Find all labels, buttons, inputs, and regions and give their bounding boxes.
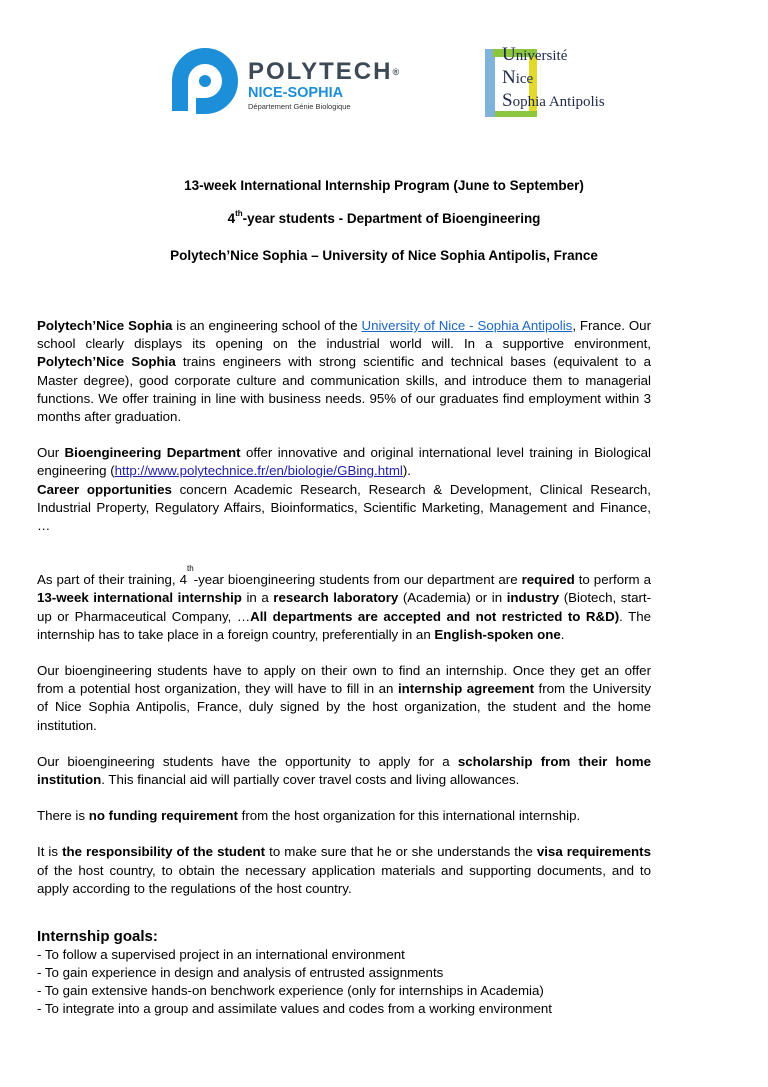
program-title: 13-week International Internship Program (June to September) [184, 178, 584, 193]
career-paragraph: Career opportunities concern Academic Research, Research & Development, Clinical Research, Industrial Property, Regulatory Affairs, Bioinformatics, Scientific Marketing, Management and Finance, … [37, 481, 651, 534]
goal-item: - To follow a supervised project in an international environment [37, 947, 405, 963]
institution-title: Polytech’Nice Sophia – University of Nice Sophia Antipolis, France [170, 248, 598, 263]
application-paragraph: Our bioengineering students have to apply on their own to find an internship. Once they get an offer from a potential host organization, they will have to fill in an internship agreement from the University of Nice Sophia Antipolis, France, duly signed by the host organization, the student and the home institution. [37, 663, 651, 733]
university-line-1: Université [502, 44, 568, 65]
goals-heading: Internship goals: [37, 928, 158, 946]
training-paragraph: As part of their training, 4th-year bioengineering students from our department are required to perform a 13-week international internship in a research laboratory (Academia) or in industry (Biotech, start-up or Pharmaceutical Company, …All departments are accepted and not restricted to R&D). The internship has to take place in a foreign country, preferentially in an English-spoken one. [37, 564, 652, 642]
university-logo [483, 44, 605, 123]
visa-paragraph: It is the responsibility of the student to make sure that he or she understands the visa requirements of the host country, to obtain the necessary application materials and supporting documents, and to apply according to the regulations of the host country. [37, 844, 651, 896]
department-paragraph: Our Bioengineering Department offer innovative and original international level training in Biological engineering (http://www.polytechnice.fr/en/biologie/GBing.html). [37, 445, 651, 479]
university-line-3: Sophia Antipolis [502, 90, 605, 111]
polytech-logo [170, 45, 410, 123]
polytech-wordmark [248, 59, 399, 113]
scholarship-paragraph: Our bioengineering students have the opportunity to apply for a scholarship from their home institution. This financial aid will partially cover travel costs and living allowances. [37, 753, 652, 788]
funding-paragraph: There is no funding requirement from the host organization for this international internship. [37, 808, 581, 824]
goal-item: - To gain experience in design and analysis of entrusted assignments [37, 965, 444, 981]
logo-bar [0, 0, 768, 140]
intro-paragraph: Polytech’Nice Sophia is an engineering school of the University of Nice - Sophia Antipolis, France. Our school clearly displays its opening on the industrial world will. In a supportive environment, Polytech’Nice Sophia trains engineers with strong scientific and technical bases (equivalent to a Master degree), good corporate culture and communication skills, and introduce them to managerial functions. We offer training in line with business needs. 95% of our graduates find employment within 3 months after graduation. [37, 318, 652, 425]
polytech-mark-icon [170, 45, 240, 123]
polytech-campus: NICE-SOPHIA [248, 85, 344, 101]
goal-item: - To gain extensive hands-on benchwork experience (only for internships in Academia) [37, 983, 544, 999]
polytech-name: POLYTECH® [248, 58, 400, 85]
department-link[interactable]: http://www.polytechnice.fr/en/biologie/GBing.html [114, 463, 403, 479]
goal-item: - To integrate into a group and assimilate values and codes from a working environment [37, 1001, 552, 1017]
polytech-department: Département Génie Biologique [248, 102, 351, 111]
university-link[interactable]: University of Nice - Sophia Antipolis [361, 318, 573, 333]
document-body [37, 317, 651, 1018]
program-subtitle: 4th-year students - Department of Bioengineering [227, 209, 541, 226]
university-line-2: Nice [502, 67, 534, 88]
